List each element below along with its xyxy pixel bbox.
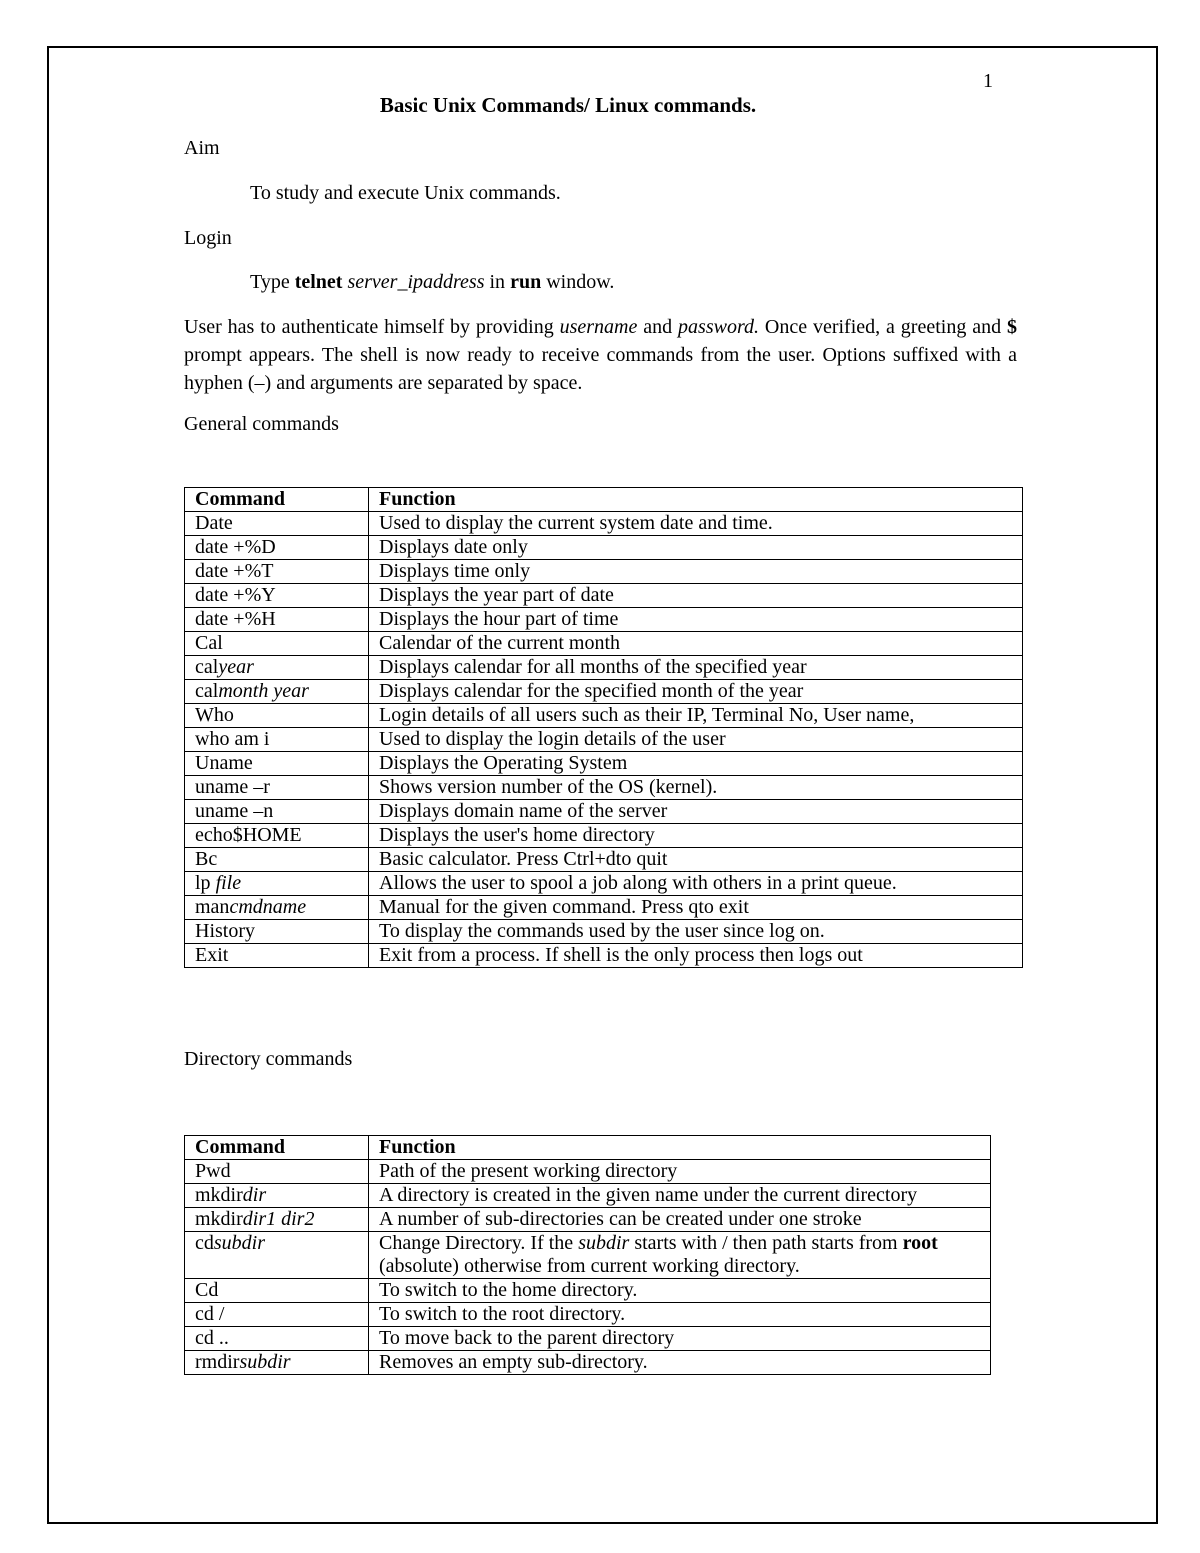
- auth-paragraph: User has to authenticate himself by providing username and password. Once verified, a greeting and $ prompt appears. The shell is now ready to receive commands from the user. Options suffixed with a hyphen (–) and arguments are separated by space.: [184, 316, 1017, 394]
- function-text: To switch to the home directory.: [379, 1279, 638, 1301]
- command-name: date +%Y: [195, 584, 276, 606]
- function-cell: [369, 512, 1023, 536]
- function-cell: [369, 752, 1023, 776]
- function-text: To switch to the root directory.: [379, 1303, 626, 1325]
- column-header: Command: [185, 1136, 369, 1160]
- function-text: Removes an empty sub-directory.: [379, 1351, 648, 1373]
- function-cell: [369, 776, 1023, 800]
- command-name: man: [195, 896, 230, 918]
- function-cell: [369, 896, 1023, 920]
- table-row: [185, 1184, 991, 1208]
- command-name: Cal: [195, 632, 223, 654]
- function-text: (absolute) otherwise from current working directory.: [379, 1255, 800, 1277]
- command-name: mkdir: [195, 1184, 243, 1206]
- function-cell: [369, 848, 1023, 872]
- command-cell: [185, 848, 369, 872]
- command-argument: subdir: [213, 1232, 266, 1254]
- command-name: cd: [195, 1232, 214, 1254]
- command-name: cal: [195, 680, 219, 702]
- function-text: Displays date only: [379, 536, 528, 558]
- function-cell: [369, 584, 1023, 608]
- function-cell: [369, 704, 1023, 728]
- command-name: uname –r: [195, 776, 270, 798]
- login-heading: Login: [184, 227, 232, 249]
- function-text: Displays the user's home directory: [379, 824, 655, 846]
- command-cell: [185, 1208, 369, 1232]
- table-row: [185, 680, 1023, 704]
- function-text-bold: root: [902, 1232, 938, 1254]
- table-row: [185, 608, 1023, 632]
- command-cell: [185, 512, 369, 536]
- function-cell: [369, 1279, 991, 1303]
- function-cell: [369, 1208, 991, 1232]
- table-row: [185, 632, 1023, 656]
- function-text: To move back to the parent directory: [379, 1327, 675, 1349]
- command-cell: [185, 1351, 369, 1375]
- command-cell: [185, 872, 369, 896]
- command-name: uname –n: [195, 800, 274, 822]
- command-cell: [185, 680, 369, 704]
- command-name: who am i: [195, 728, 270, 750]
- column-header: Command: [185, 488, 369, 512]
- table-row: [185, 776, 1023, 800]
- command-cell: [185, 536, 369, 560]
- function-cell: [369, 728, 1023, 752]
- column-header: Function: [369, 488, 1023, 512]
- table-row: [185, 1279, 991, 1303]
- function-cell: [369, 656, 1023, 680]
- table-row: [185, 1327, 991, 1351]
- function-text: Displays the hour part of time: [379, 608, 619, 630]
- function-text: Used to display the current system date and time.: [379, 512, 773, 534]
- command-cell: [185, 1232, 369, 1279]
- command-argument: dir1 dir2: [242, 1208, 315, 1230]
- command-cell: [185, 896, 369, 920]
- function-text: Manual for the given command. Press qto exit: [379, 896, 749, 918]
- function-cell: [369, 872, 1023, 896]
- function-cell: [369, 944, 1023, 968]
- column-header: Function: [369, 1136, 991, 1160]
- command-cell: [185, 752, 369, 776]
- function-cell: [369, 680, 1023, 704]
- function-text: Displays calendar for all months of the specified year: [379, 656, 807, 678]
- directory-commands-heading: Directory commands: [184, 1048, 353, 1070]
- command-argument: file: [215, 872, 242, 894]
- function-text: Change Directory. If the: [379, 1232, 579, 1254]
- table-row: [185, 752, 1023, 776]
- command-cell: [185, 656, 369, 680]
- table-row: [185, 1232, 991, 1279]
- command-name: Who: [195, 704, 234, 726]
- command-name: Date: [195, 512, 233, 534]
- function-text: Login details of all users such as their IP, Terminal No, User name,: [379, 704, 915, 726]
- command-argument: cmdname: [229, 896, 307, 918]
- command-argument: dir: [242, 1184, 267, 1206]
- command-cell: [185, 800, 369, 824]
- table-row: [185, 512, 1023, 536]
- table-row: [185, 656, 1023, 680]
- table-header-row: [185, 1136, 991, 1160]
- aim-text: To study and execute Unix commands.: [250, 182, 561, 204]
- function-text: Used to display the login details of the user: [379, 728, 726, 750]
- function-text: To display the commands used by the user since log on.: [379, 920, 825, 942]
- command-cell: [185, 584, 369, 608]
- command-name: Pwd: [195, 1160, 231, 1182]
- table-row: [185, 1303, 991, 1327]
- table-row: [185, 728, 1023, 752]
- table-row: [185, 872, 1023, 896]
- document-title: Basic Unix Commands/ Linux commands.: [379, 93, 757, 117]
- table-row: [185, 800, 1023, 824]
- function-cell: [369, 1351, 991, 1375]
- function-text: Displays time only: [379, 560, 531, 582]
- directory-commands-table: [184, 1135, 991, 1375]
- command-cell: [185, 608, 369, 632]
- command-cell: [185, 920, 369, 944]
- command-name: rmdir: [195, 1351, 240, 1373]
- function-text: Displays the year part of date: [379, 584, 614, 606]
- page-number: 1: [983, 70, 993, 92]
- function-text: Displays domain name of the server: [379, 800, 668, 822]
- command-name: Cd: [195, 1279, 219, 1301]
- command-cell: [185, 944, 369, 968]
- command-argument: month year: [218, 680, 309, 702]
- command-cell: [185, 704, 369, 728]
- function-text: starts with / then path starts from: [629, 1232, 903, 1254]
- function-text: A directory is created in the given name under the current directory: [379, 1184, 918, 1206]
- function-cell: [369, 560, 1023, 584]
- table-row: [185, 584, 1023, 608]
- login-instruction: Type telnet server_ipaddress in run window.: [250, 271, 615, 293]
- command-name: Exit: [195, 944, 229, 966]
- command-cell: [185, 1184, 369, 1208]
- command-argument: year: [218, 656, 254, 678]
- function-cell: [369, 536, 1023, 560]
- command-cell: [185, 1327, 369, 1351]
- command-name: lp: [195, 872, 216, 894]
- table-row: [185, 896, 1023, 920]
- table-row: [185, 1160, 991, 1184]
- command-cell: [185, 728, 369, 752]
- table-row: [185, 560, 1023, 584]
- command-name: cd ..: [195, 1327, 229, 1349]
- function-text: Shows version number of the OS (kernel).: [379, 776, 718, 798]
- command-cell: [185, 1303, 369, 1327]
- function-cell: [369, 920, 1023, 944]
- table-row: [185, 1351, 991, 1375]
- table-row: [185, 848, 1023, 872]
- table-row: [185, 536, 1023, 560]
- command-name: date +%H: [195, 608, 276, 630]
- command-name: date +%T: [195, 560, 274, 582]
- command-name: History: [195, 920, 255, 942]
- function-cell: [369, 1327, 991, 1351]
- general-commands-heading: General commands: [184, 413, 339, 435]
- function-text: Exit from a process. If shell is the only process then logs out: [379, 944, 863, 966]
- function-text-italic: subdir: [578, 1232, 630, 1254]
- function-cell: [369, 1160, 991, 1184]
- command-name: cal: [195, 656, 219, 678]
- command-cell: [185, 776, 369, 800]
- function-cell: [369, 608, 1023, 632]
- table-header-row: [185, 488, 1023, 512]
- command-cell: [185, 560, 369, 584]
- function-text: Displays calendar for the specified month of the year: [379, 680, 804, 702]
- function-cell: [369, 824, 1023, 848]
- table-row: [185, 1208, 991, 1232]
- command-name: Bc: [195, 848, 218, 870]
- command-argument: subdir: [239, 1351, 291, 1373]
- table-row: [185, 824, 1023, 848]
- function-text: Displays the Operating System: [379, 752, 628, 774]
- table-row: [185, 944, 1023, 968]
- command-cell: [185, 1160, 369, 1184]
- function-text: Allows the user to spool a job along with others in a print queue.: [379, 872, 897, 894]
- function-cell: [369, 1303, 991, 1327]
- command-cell: [185, 1279, 369, 1303]
- command-cell: [185, 632, 369, 656]
- table-row: [185, 920, 1023, 944]
- command-name: echo$HOME: [195, 824, 302, 846]
- command-name: cd /: [195, 1303, 225, 1325]
- aim-heading: Aim: [184, 137, 220, 159]
- general-commands-table: [184, 487, 1023, 968]
- function-text: Basic calculator. Press Ctrl+dto quit: [379, 848, 668, 870]
- command-name: Uname: [195, 752, 253, 774]
- function-text: Path of the present working directory: [379, 1160, 678, 1182]
- function-cell: [369, 1184, 991, 1208]
- command-cell: [185, 824, 369, 848]
- table-row: [185, 704, 1023, 728]
- command-name: date +%D: [195, 536, 276, 558]
- command-name: mkdir: [195, 1208, 243, 1230]
- function-cell: [369, 1232, 991, 1279]
- function-text: Calendar of the current month: [379, 632, 621, 654]
- function-cell: [369, 632, 1023, 656]
- function-text: A number of sub-directories can be created under one stroke: [379, 1208, 862, 1230]
- function-cell: [369, 800, 1023, 824]
